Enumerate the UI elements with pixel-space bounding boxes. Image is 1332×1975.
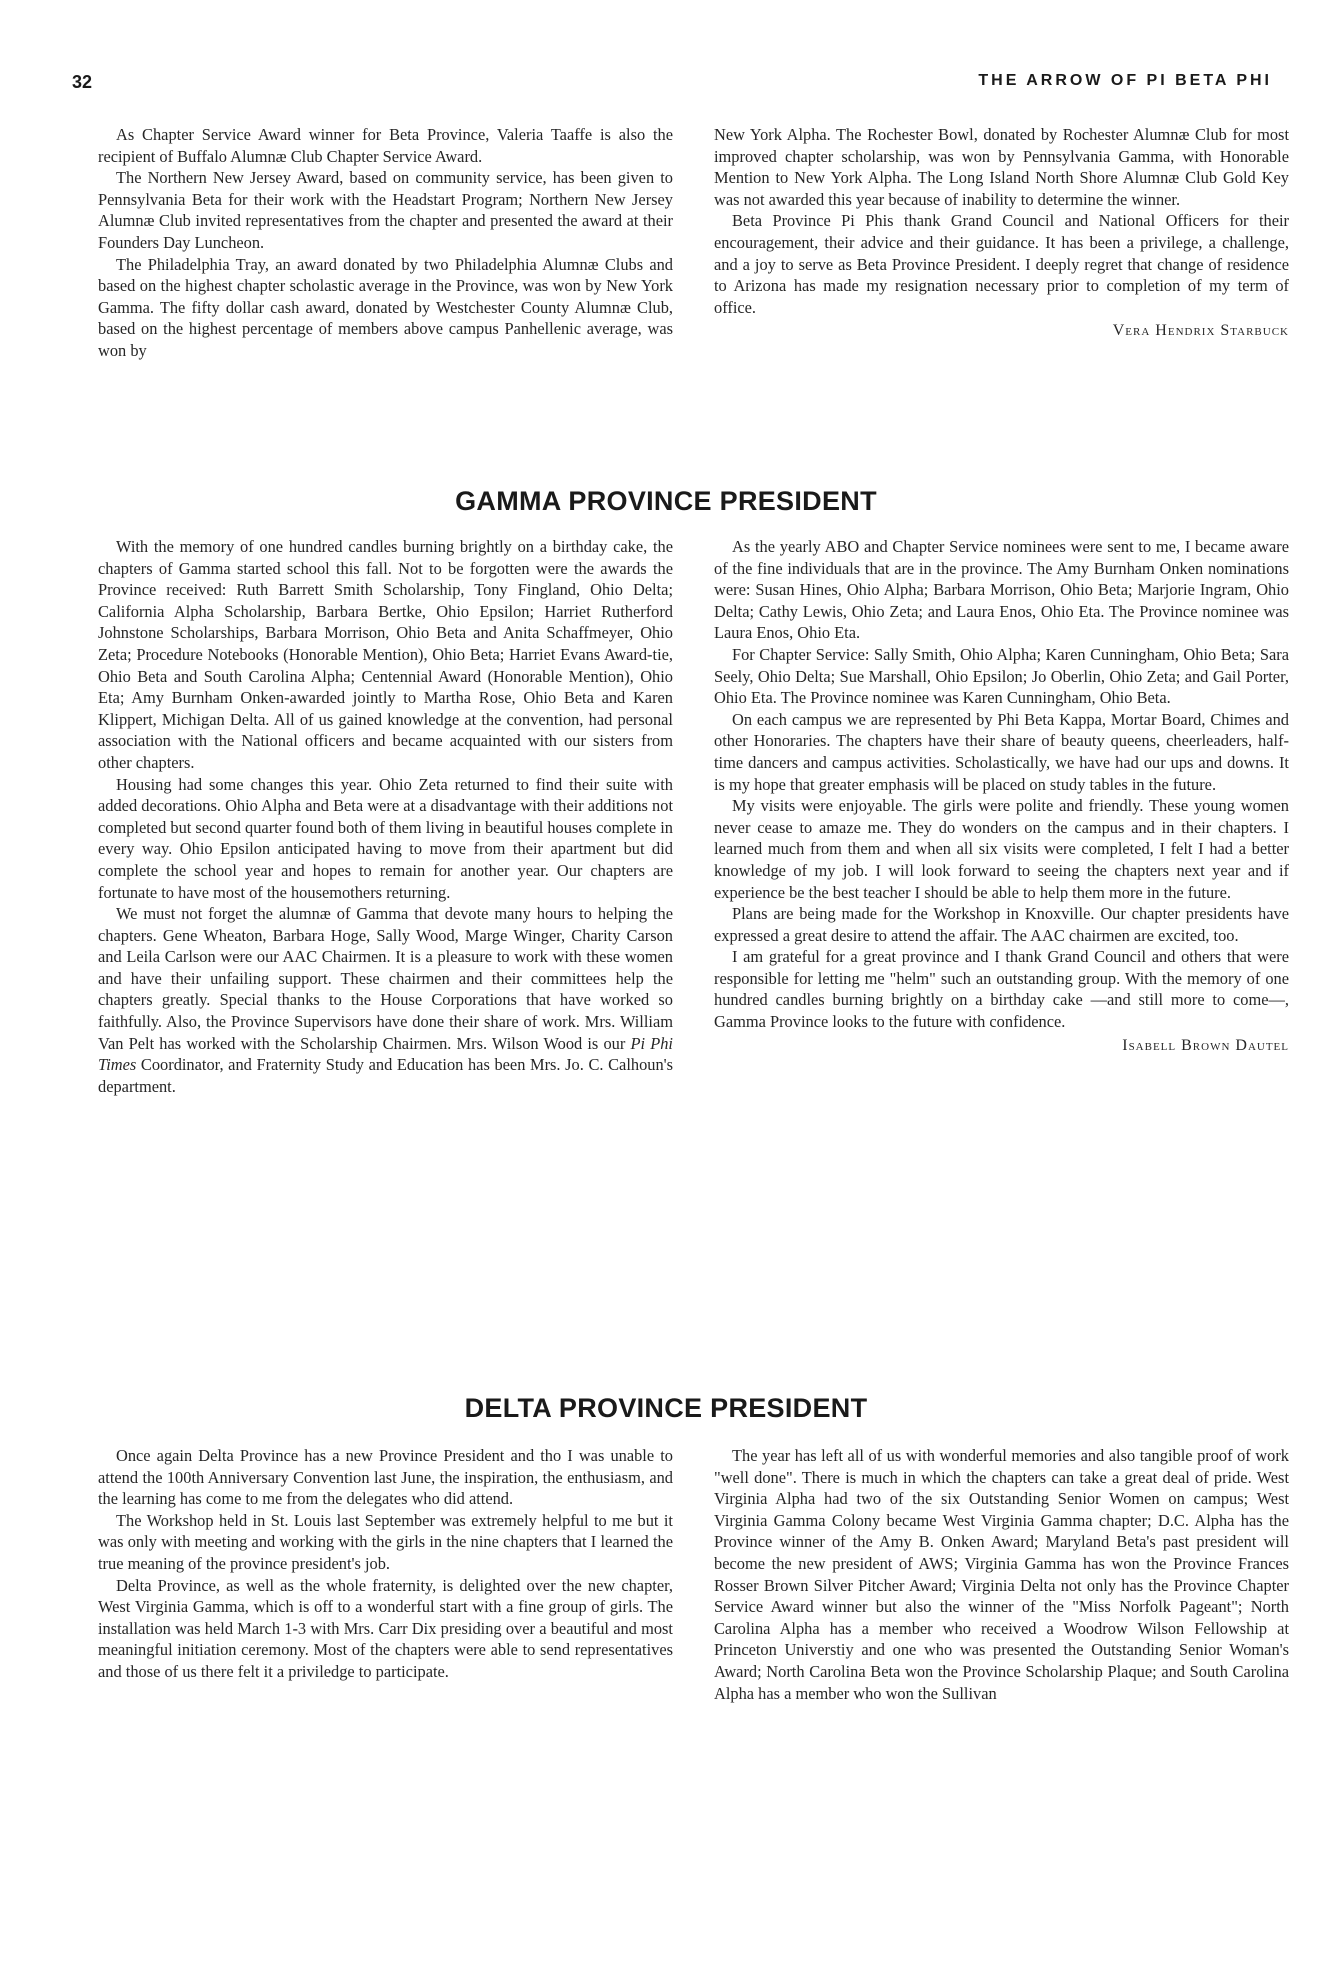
gamma-right-column: [714, 536, 1289, 1097]
paragraph: Housing had some changes this year. Ohio Zeta returned to find their suite with added decorations. Ohio Alpha and Beta were at a disadvantage with their additions not completed but second quarter found both of them living in beautiful houses complete in every way. Ohio Epsilon anticipated having to move from their apartment but did complete the school year and hopes to remain for another year. Our chapters are fortunate to have most of the housemothers returning.: [98, 774, 673, 902]
section-heading-delta: DELTA PROVINCE PRESIDENT: [464, 1393, 868, 1423]
page-number: 32: [72, 72, 93, 92]
paragraph: Beta Province Pi Phis thank Grand Council and National Officers for their encouragement, their advice and their guidance. It has been a privilege, a challenge, and a joy to serve as Beta Province President. I deeply regret that change of residence to Arizona has made my resignation necessary prior to completion of my term of office.: [714, 211, 1289, 317]
paragraph: The Philadelphia Tray, an award donated by two Philadelphia Alumnæ Clubs and based on the highest chapter scholastic average in the Province, was won by New York Gamma. The fifty dollar cash award, donated by Westchester County Alumnæ Club, based on the highest percentage of members above campus Panhellenic average, was won by: [98, 254, 673, 360]
paragraph: [98, 903, 673, 1097]
running-header: THE ARROW OF PI BETA PHI: [978, 72, 1272, 89]
paragraph-text: Coordinator, and Fraternity Study and Education has been Mrs. Jo. C. Calhoun's department.: [98, 1055, 673, 1096]
paragraph: As Chapter Service Award winner for Beta Province, Valeria Taaffe is also the recipient of Buffalo Alumnæ Club Chapter Service Award.: [98, 125, 673, 166]
paragraph: My visits were enjoyable. The girls were polite and friendly. These young women never cease to amaze me. They do wonders on the campus and in their chapters. I learned much from them and when all six visits were completed, I felt I had a better knowledge of my job. I will look forward to seeing the chapters next year and if experience be the best teacher I should be able to help them more in the future.: [714, 796, 1289, 902]
paragraph: The Northern New Jersey Award, based on community service, has been given to Pennsylvania Beta for their work with the Headstart Program; Northern New Jersey Alumnæ Club invited representatives from the chapter and presented the award at their Founders Day Luncheon.: [98, 168, 673, 252]
paragraph: With the memory of one hundred candles burning brightly on a birthday cake, the chapters of Gamma started school this fall. Not to be forgotten were the awards the Province received: Ruth Barrett Smith Scholarship, Tony Fingland, Ohio Delta; California Alpha Scholarship, Barbara Bertke, Ohio Epsilon; Harriet Rutherford Johnstone Scholarships, Barbara Morrison, Ohio Beta and Anita Schaffmeyer, Ohio Zeta; Procedure Notebooks (Honorable Mention), Ohio Beta; Harriet Evans Award-tie, Ohio Beta and South Carolina Alpha; Centennial Award (Honorable Mention), Ohio Eta; Amy Burnham Onken-awarded jointly to Martha Rose, Ohio Beta and Karen Klippert, Michigan Delta. All of us gained knowledge at the convention, had personal association with the National officers and became acquainted with our sisters from other chapters.: [98, 537, 673, 772]
paragraph: As the yearly ABO and Chapter Service nominees were sent to me, I became aware of the fine individuals that are in the province. The Amy Burnham Onken nominations were: Susan Hines, Ohio Alpha; Barbara Morrison, Ohio Beta; Marjorie Ingram, Ohio Delta; Cathy Lewis, Ohio Zeta; and Laura Enos, Ohio Eta. The Province nominee was Laura Enos, Ohio Eta.: [714, 537, 1289, 643]
section-heading-gamma: GAMMA PROVINCE PRESIDENT: [455, 486, 877, 516]
delta-right-column: [714, 1445, 1289, 1704]
paragraph: Once again Delta Province has a new Province President and tho I was unable to attend the 100th Anniversary Convention last June, the inspiration, the enthusiasm, and the learning has come to me from the delegates who did attend.: [98, 1446, 673, 1509]
gamma-section: [98, 536, 1289, 1097]
italic-title: Pi Phi Times: [98, 1033, 673, 1075]
paragraph: Plans are being made for the Workshop in Knoxville. Our chapter presidents have expressed a great desire to attend the affair. The AAC chairmen are excited, too.: [714, 904, 1289, 945]
beta-right-column: [714, 124, 1289, 362]
paragraph-text: We must not forget the alumnæ of Gamma that devote many hours to helping the chapters. Gene Wheaton, Barbara Hoge, Sally Wood, Marge Winger, Charity Carson and Leila Carlson were our AAC Chairmen. It is a pleasure to work with these women and have their unfailing support. These chairmen and their committees help the chapters greatly. Special thanks to the House Corporations that have worked so faithfully. Also, the Province Supervisors have done their share of work. Mrs. William Van Pelt has worked with the Scholarship Chairmen. Mrs. Wilson Wood is our: [98, 904, 673, 1053]
paragraph: The year has left all of us with wonderful memories and also tangible proof of work "well done". There is much in which the chapters can take a great deal of pride. West Virginia Alpha had two of the six Outstanding Senior Women on campus; West Virginia Gamma Colony became West Virginia Gamma chapter; D.C. Alpha has the Province winner of the Amy B. Onken Award; Maryland Beta's past president will become the new president of AWS; Virginia Gamma has won the Province Frances Rosser Brown Silver Pitcher Award; Virginia Delta not only has the Province Chapter Service Award winner but also the winner of the "Miss Norfolk Pageant"; North Carolina Alpha has a member who received a Woodrow Wilson Fellowship at Princeton Universtiy and one who was presented the Outstanding Senior Woman's Award; North Carolina Beta won the Province Scholarship Plaque; and South Carolina Alpha has a member who won the Sullivan: [714, 1446, 1289, 1703]
paragraph: New York Alpha. The Rochester Bowl, donated by Rochester Alumnæ Club for most improved chapter scholarship, was won by Pennsylvania Gamma, with Honorable Mention to New York Alpha. The Long Island North Shore Alumnæ Club Gold Key was not awarded this year because of inability to determine the winner.: [714, 125, 1289, 209]
beta-section: [98, 124, 1289, 362]
paragraph: For Chapter Service: Sally Smith, Ohio Alpha; Karen Cunningham, Ohio Beta; Sara Seely, Ohio Delta; Sue Marshall, Ohio Epsilon; Jo Oberlin, Ohio Zeta; and Gail Porter, Ohio Eta. The Province nominee was Karen Cunningham, Ohio Beta.: [714, 644, 1289, 708]
signature: Vera Hendrix Starbuck: [1112, 322, 1289, 340]
beta-left-column: [98, 124, 673, 362]
paragraph: The Workshop held in St. Louis last September was extremely helpful to me but it was only with meeting and working with the girls in the nine chapters that I learned the true meaning of the province president's job.: [98, 1510, 673, 1573]
paragraph: On each campus we are represented by Phi Beta Kappa, Mortar Board, Chimes and other Honoraries. The chapters have their share of beauty queens, cheerleaders, half-time dancers and campus activities. Scholastically, we have had our ups and downs. It is my hope that greater emphasis will be placed on study tables in the future.: [714, 709, 1289, 794]
delta-section: [98, 1445, 1289, 1704]
paragraph: Delta Province, as well as the whole fraternity, is delighted over the new chapter, West Virginia Gamma, which is off to a wonderful start with a fine group of girls. The installation was held March 1-3 with Mrs. Carr Dix presiding over a beautiful and most meaningful initiation ceremony. Most of the chapters were able to send representatives and those of us there felt it a priviledge to participate.: [98, 1575, 673, 1681]
paragraph: I am grateful for a great province and I thank Grand Council and others that were responsible for letting me "helm" such an outstanding group. With the memory of one hundred candles burning brightly on a birthday cake —and still more to come—, Gamma Province looks to the future with confidence.: [714, 947, 1289, 1032]
delta-left-column: [98, 1445, 673, 1704]
signature: Isabell Brown Dautel: [1122, 1036, 1289, 1054]
gamma-left-column: [98, 536, 673, 1097]
